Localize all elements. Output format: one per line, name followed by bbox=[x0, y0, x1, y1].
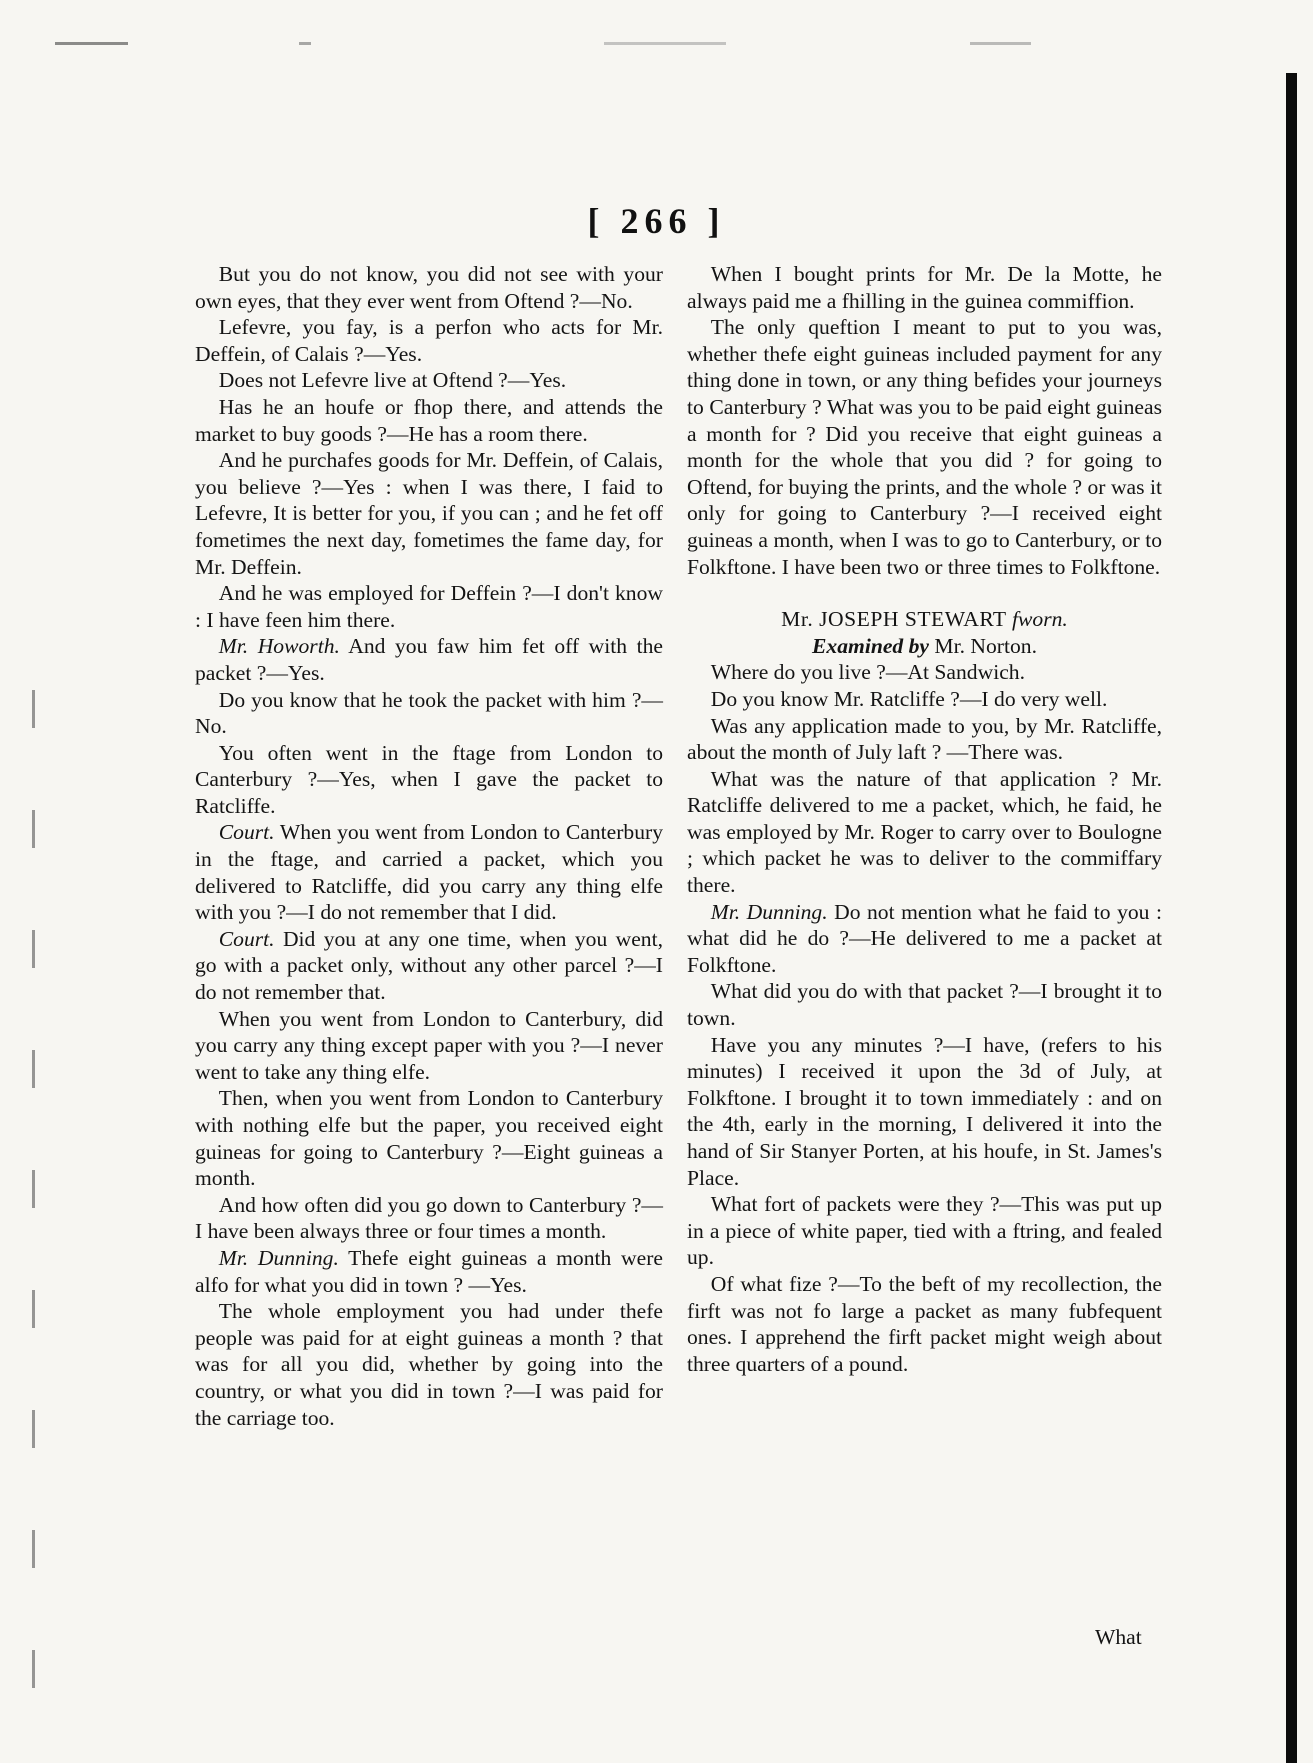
paragraph: Of what fize ?—To the beft of my recollection, the firft was not fo large a packet as many fubfequent ones. I apprehend the firft packet might weigh about three quarters of a pound. bbox=[687, 1271, 1162, 1376]
paragraph: But you do not know, you did not see with your own eyes, that they ever went from Oftend ?—No. bbox=[195, 262, 663, 313]
examiner-name: Mr. Norton. bbox=[929, 633, 1037, 658]
paragraph: Do you know Mr. Ratcliffe ?—I do very well. bbox=[710, 686, 1108, 711]
paragraph: And he was employed for Deffein ?—I don't know : I have feen him there. bbox=[195, 581, 663, 632]
paragraph: What did you do with that packet ?—I brought it to town. bbox=[687, 979, 1162, 1031]
paragraph: Mr. Dunning. Do not mention what he faid to you : what did he do ?—He delivered to me a packet at Folkftone. bbox=[687, 899, 1162, 977]
speaker-label: Mr. Howorth. bbox=[218, 634, 340, 659]
paragraph: Mr. Dunning. Thefe eight guineas a month were alfo for what you did in town ? —Yes. bbox=[195, 1245, 663, 1297]
paragraph: Court. When you went from London to Canterbury in the ftage, and carried a packet, which you delivered to Ratcliffe, did you carry any thing elfe with you ?—I do not remember that I did. bbox=[195, 820, 663, 925]
paragraph: The whole employment you had under thefe people was paid for at eight guineas a month ? that was for all you did, whether by going into the country, or what you did in town ?—I was paid for the carriage too. bbox=[195, 1299, 663, 1430]
right-column bbox=[687, 261, 1162, 1377]
paragraph: Then, when you went from London to Canterbury with nothing elfe but the paper, you received eight guineas for going to Canterbury ?—Eight guineas a month. bbox=[195, 1086, 663, 1191]
paragraph: Has he an houfe or fhop there, and attends the market to buy goods ?—He has a room there. bbox=[195, 394, 663, 446]
paragraph: What was the nature of that application ? Mr. Ratcliffe delivered to me a packet, which, he faid, he was employed by Mr. Roger to carry over to Boulogne ; which packet he was to deliver to the commiffary there. bbox=[687, 766, 1162, 898]
examined-by-line bbox=[687, 633, 1162, 660]
page-number: [ 266 ] bbox=[587, 201, 726, 241]
paragraph: Was any application made to you, by Mr. Ratcliffe, about the month of July laft ? —There was. bbox=[687, 713, 1162, 765]
scan-artifact-left-marks bbox=[32, 690, 35, 1750]
scan-artifact-top bbox=[55, 42, 1275, 45]
paragraph: When you went from London to Canterbury, did you carry any thing except paper with you ?—I never went to take any thing elfe. bbox=[195, 1006, 663, 1084]
paragraph: What fort of packets were they ?—This was put up in a piece of white paper, tied with a ftring, and fealed up. bbox=[687, 1192, 1162, 1270]
examined-label: Examined by bbox=[812, 633, 929, 658]
paragraph: Do you know that he took the packet with him ?—No. bbox=[195, 687, 663, 739]
paragraph: Court. Did you at any one time, when you went, go with a packet only, without any other parcel ?—I do not remember that. bbox=[195, 926, 663, 1005]
paragraph: Where do you live ?—At Sandwich. bbox=[710, 660, 1025, 685]
paragraph: Lefevre, you fay, is a perfon who acts for Mr. Deffein, of Calais ?—Yes. bbox=[195, 315, 663, 366]
paragraph: Mr. Howorth. And you faw him fet off with the packet ?—Yes. bbox=[195, 634, 663, 685]
speaker-label: Mr. Dunning. bbox=[218, 1245, 339, 1270]
witness-name: Mr. JOSEPH STEWART bbox=[781, 607, 1007, 632]
paragraph: The only queftion I meant to put to you was, whether thefe eight guineas included payment for any thing done in town, or any thing befides your journeys to Canterbury ? What was you to be paid eight guineas a month for ? Did you receive that eight guineas a month for the whole that you did ? for going to Oftend, for buying the prints, and the whole ? or was it only for going to Canterbury ?—I received eight guineas a month, when I was to go to Canterbury, or to Folkftone. I have been two or three times to Folkftone. bbox=[687, 315, 1162, 579]
scan-artifact-right-bar bbox=[1286, 73, 1297, 1763]
witness-heading bbox=[687, 606, 1162, 633]
catchword: What bbox=[1095, 1625, 1142, 1649]
speaker-label: Court. bbox=[218, 820, 275, 845]
paragraph: You often went in the ftage from London to Canterbury ?—Yes, when I gave the packet to Ratcliffe. bbox=[195, 740, 663, 818]
paragraph: Does not Lefevre live at Oftend ?—Yes. bbox=[218, 368, 567, 393]
left-column bbox=[195, 261, 663, 1431]
witness-sworn: fworn. bbox=[1012, 607, 1068, 632]
speaker-label: Mr. Dunning. bbox=[710, 899, 828, 924]
paragraph: And he purchafes goods for Mr. Deffein, of Calais, you believe ?—Yes : when I was there, I faid to Lefevre, It is better for you, if you can ; and he fet off fometimes the next day, fometimes the fame day, for Mr. Deffein. bbox=[195, 448, 663, 579]
speaker-label: Court. bbox=[218, 926, 275, 951]
paragraph: Have you any minutes ?—I have, (refers to his minutes) I received it upon the 3d of July, at Folkftone. I brought it to town immediately : and on the 4th, early in the morning, I delivered it into the hand of Sir Stanyer Porten, at his houfe, in St. James's Place. bbox=[687, 1032, 1162, 1190]
paragraph: And how often did you go down to Canterbury ?—I have been always three or four times a month. bbox=[195, 1192, 663, 1244]
paragraph: When I bought prints for Mr. De la Motte, he always paid me a fhilling in the guinea commiffion. bbox=[687, 262, 1162, 313]
